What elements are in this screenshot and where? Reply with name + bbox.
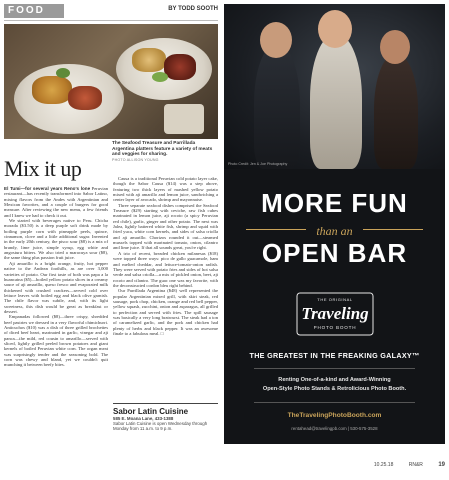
ad-photo — [224, 4, 445, 169]
paragraph: Empanadas followed ($8)—three crispy, shredded beef pastries we dressed in a very flavorful chimichurri. Anticuchos ($10) was a dish of three grilled brochettes of diced beef heart, marinated in garlic, vinegar and aji panca—the mild, red cousin to amarillo—served with sliced, lightly grilled peeled brown potatoes and giant kernels of boiled Peruvian white corn. The organ meat was surprisingly tender and the seasoning bold. The corn was chewy and bland, yet we couldn't quit munching it between beefy bites. — [4, 314, 108, 368]
side-dish — [164, 104, 204, 134]
page-number: 19 — [438, 462, 445, 468]
ad-headline: MORE FUN — [261, 188, 408, 218]
person-face — [260, 22, 292, 58]
ornament-line — [246, 229, 306, 230]
person-face — [380, 30, 410, 64]
ad-than-text: than an — [316, 224, 353, 238]
caption-text: The Seafood Treasure and Parrillada Argentina platters feature a variety of meats and veggies for sharing. — [112, 141, 213, 158]
ad-tagline: THE GREATEST IN THE FREAKING GALAXY™ — [249, 351, 420, 360]
ad-divider — [254, 402, 415, 403]
potatoes — [132, 48, 166, 72]
sausage — [164, 54, 196, 80]
paragraph: Three separate seafood dishes comprised the Seafood Treasure ($29) starting with ceviche, raw fish cubes marinated in lemon juice, aji rocoto (a spicy Peruvian red chile), garlic, ginger and other potato. The next was Jalea, lightly battered white fish, shrimp and squid with fried yuca, white corn kernels, and sides of salsa criolla and aji amarillo. Chorizos rounded it out—steamed mussels topped with marinated tomato, onion, cilantro and lime juice. If that all sounds great, you're right. — [113, 202, 218, 251]
garnish — [56, 68, 70, 78]
article-title: Mix it up — [4, 156, 82, 181]
ad-subtext: Renting One-of-a-kind and Award-Winning — [278, 377, 391, 383]
restaurant-name: Sabor Latin Cuisine — [113, 407, 189, 416]
traveling-photo-booth-logo — [296, 292, 374, 336]
page-footer — [360, 462, 445, 468]
ad-subtext: Open-Style Photo Stands & Retrolicious Photo Booth. — [262, 386, 407, 392]
ad-photo-credit: Photo Credit: Jen & Joe Photography — [228, 162, 288, 166]
paragraph: El Tumi—for several years Reno's lone Peruvian restaurant—has recently transformed into Sabor Latino, mixing flavors from the Andes with Argentinian and Mexican favorites, and a couple of burgers for good measure. After reviewing the new menu, a few friends and I knew we had to check it out. — [4, 186, 108, 218]
svg-text:Traveling: Traveling — [301, 304, 369, 323]
paragraph: A trio of recent, breaded chicken milanesas ($18) were topped three ways: pico de gallo guacamole, ham and melted cheddar, and lettuce-tomato-onion radish. They were served with potato fries and sides of hot salsa verde and salsa criolla—a mix of pickled onion, beet, aji rocoto and cilantro. The guac one was my favorite, with the deconstructed cordon bleu right behind. — [113, 250, 218, 288]
ad-contact[interactable]: rentahead@travelingpb.com | 530-575-3528 — [291, 426, 378, 431]
ad-than-line — [224, 222, 445, 236]
issue-date: 10.25.18 — [373, 462, 394, 468]
restaurant-hours: Monday from 11 a.m. to 9 p.m. — [113, 426, 173, 432]
ad-headline: OPEN BAR — [261, 238, 408, 268]
restaurant-hours: Sabor Latin Cuisine is open Wednesday through — [113, 421, 208, 427]
article-column-2 — [113, 176, 218, 336]
restaurant-info-box — [113, 403, 218, 432]
lead-in: El Tumi—for several years Reno's lone — [4, 186, 91, 191]
person-silhouette — [254, 44, 300, 169]
grilled-meat — [68, 86, 102, 110]
fried-food — [32, 76, 72, 104]
paragraph: Our Parrillada Argentina ($48) well represented the popular Argentinian mixed grill, with skirt steak, red sausage, pork chop, chicken, orange and red bell pepper, yellow squash, zucchini, onion and asparagus, all grilled to perfection and served with fries. The spill sausage was basically a very long bratwurst. The steak had a ton of caramelized garlic, and the pork and chicken had plenty of herbs and black pepper. It was an awesome finale to a fabulous meal. □ — [113, 288, 218, 336]
person-silhouette — [310, 34, 362, 169]
header-divider — [4, 20, 218, 21]
section-label: FOOD — [4, 4, 64, 18]
byline: BY TODD SOOTH — [168, 6, 218, 12]
paragraph: We started with beverages native to Peru. Chicha morada ($3.50) is a deep purple soft drink made by boiling purple corn with pineapple peels, quince, cinnamon, clove and a little additional sugar. Invented in the early 20th century, the pisco sour ($8) is a mix of brandy, lime juice, simple syrup, egg white and angostura bitters. We also tried a maracuya sour ($8), the same thing plus passion fruit juice. — [4, 218, 108, 261]
vegetables — [152, 72, 168, 82]
food-photo — [4, 24, 218, 139]
publication-name: RN&R — [408, 462, 423, 468]
svg-text:PHOTO BOOTH: PHOTO BOOTH — [313, 325, 357, 330]
photo-caption — [112, 141, 218, 163]
ad-divider — [254, 368, 415, 369]
page-header — [0, 0, 222, 22]
svg-text:THE ORIGINAL: THE ORIGINAL — [317, 297, 353, 302]
ad-website-link[interactable]: TheTravelingPhotoBooth.com — [287, 412, 382, 419]
restaurant-address: 585 E. Moana Lane, 433-1388 — [113, 416, 174, 421]
paragraph: Causa is a traditional Peruvian cold potato layer cake, though the Sabor Causa ($14) was a step above, featuring two thick layers of mashed yellow potato mixed with aji amarillo and lemon juice, sandwiching a center layer of avocado, shrimp and mayonnaise. — [113, 176, 218, 203]
person-silhouette — [374, 54, 418, 169]
advertisement[interactable] — [224, 4, 445, 444]
paragraph: Aji amarillo is a bright orange, fruity, hot pepper native to the Andean foothills, as are over 3,000 varieties of potato. Our first taste of both was papa a la huancaina ($5)—boiled yellow potato slices in a creamy sauce of aji amarillo, queso fresco and evaporated milk thickened with crushed crackers—served cold over lettuce leaves with boiled egg and black olive garnish. The chile flavor was subtle, and, with its light sweetness, this dish would be great as breakfast or dessert. — [4, 260, 108, 314]
article-column-1 — [4, 186, 108, 368]
photo-credit: PHOTO ALLISON YOUNG — [112, 157, 159, 162]
person-face — [318, 10, 352, 48]
ornament-line — [363, 229, 423, 230]
